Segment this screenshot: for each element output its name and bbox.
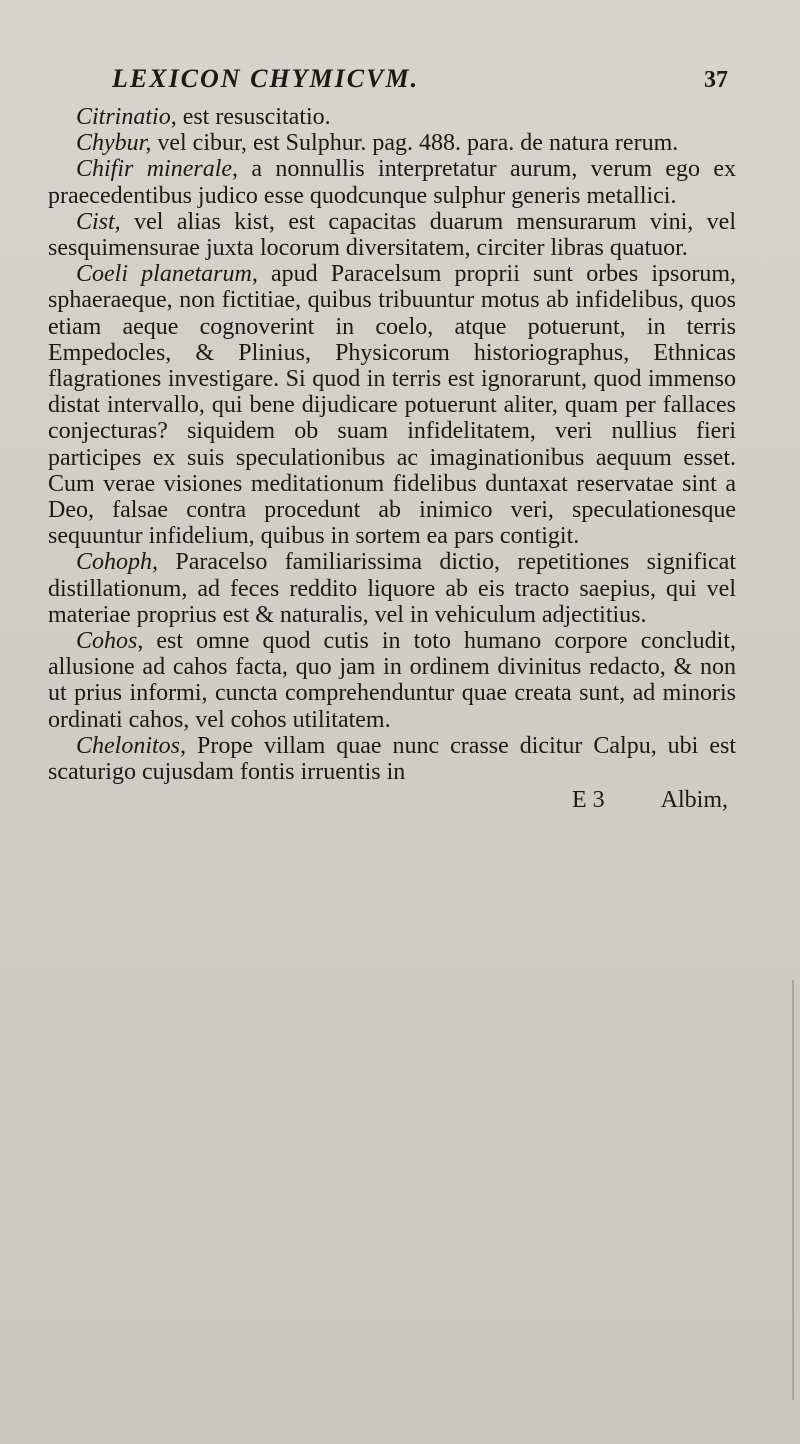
headword: Coeli planetarum (76, 261, 252, 288)
page-edge-shadow (792, 980, 794, 1400)
entry-cohos (48, 628, 736, 733)
headword: Citrinatio, (76, 104, 177, 130)
text-block (48, 64, 736, 814)
entry-chifir-minerale (48, 156, 736, 208)
catchword: Albim, (660, 787, 728, 814)
catchline (48, 787, 736, 814)
entry-citrinatio (48, 104, 736, 130)
definition: vel cibur, est Sulphur. pag. 488. para. de natura rerum. (151, 130, 679, 157)
headword: Chelonitos (76, 732, 181, 759)
running-title: LEXICON CHYMICVM. (112, 64, 420, 93)
headword: Cohoph, (76, 549, 159, 576)
entry-cist (48, 209, 736, 261)
definition: est resuscitatio. (176, 104, 331, 130)
page-number: 37 (704, 67, 728, 93)
entry-coeli-planetarum (48, 261, 736, 549)
definition: , Prope villam quae nunc crasse dicitur Calpu, ubi est scaturigo cujusdam fontis irruentis in (48, 732, 736, 786)
headword: Cohos (76, 628, 138, 655)
running-head (48, 64, 736, 104)
definition: vel alias kist, est capacitas duarum mensurarum vini, vel sesquimensurae juxta locorum diversitatem, circiter libras quatuor. (48, 208, 736, 262)
entry-cohoph (48, 549, 736, 628)
definition: , a nonnullis interpretatur aurum, verum ego ex praecedentibus judico esse quodcunque sulphur generis metallici. (48, 156, 736, 209)
definition: , apud Paracelsum proprii sunt orbes ipsorum, sphaeraeque, non fictitiae, quibus tribuuntur motus ab infidelibus, quos etiam aeque cognoverint in coelo, atque potuerunt, in terris Empedocles, & Plinius, Physicorum historiographus, Ethnicas flagrationes investigare. Si quod in terris est ignorarunt, quod immenso distat intervallo, qui bene dijudicare potuerunt aliter, quam per fallaces conjecturas? siquidem ob suam infidelitatem, veri nullius fieri participes ex suis speculationibus ac imaginationibus aequum esset. Cum verae visiones meditationum fidelibus duntaxat reservatae sint a Deo, falsae contra procedunt ab inimico veri, speculationesque sequuntur infidelium, quibus in sortem ea pars contigit. (48, 261, 736, 550)
headword: Chifir minerale (76, 156, 233, 183)
headword: Cist, (76, 208, 121, 235)
lexicon-entries (48, 104, 736, 785)
entry-chelonitos (48, 733, 736, 785)
entry-chybur (48, 130, 736, 156)
definition: Paracelso familiarissima dictio, repetitiones significat distillationum, ad feces reddito liquore ab eis tracto saepius, qui vel materiae proprius est & naturalis, vel in vehiculum adjectitius. (48, 549, 736, 628)
signature-mark: E 3 (571, 787, 605, 814)
definition: , est omne quod cutis in toto humano corpore concludit, allusione ad cahos facta, quo jam in ordinem divinitus redacto, & non ut prius informi, cuncta comprehenduntur quae creata sunt, ad minoris ordinati cahos, vel cohos utilitatem. (48, 628, 736, 733)
headword: Chybur, (76, 130, 152, 157)
